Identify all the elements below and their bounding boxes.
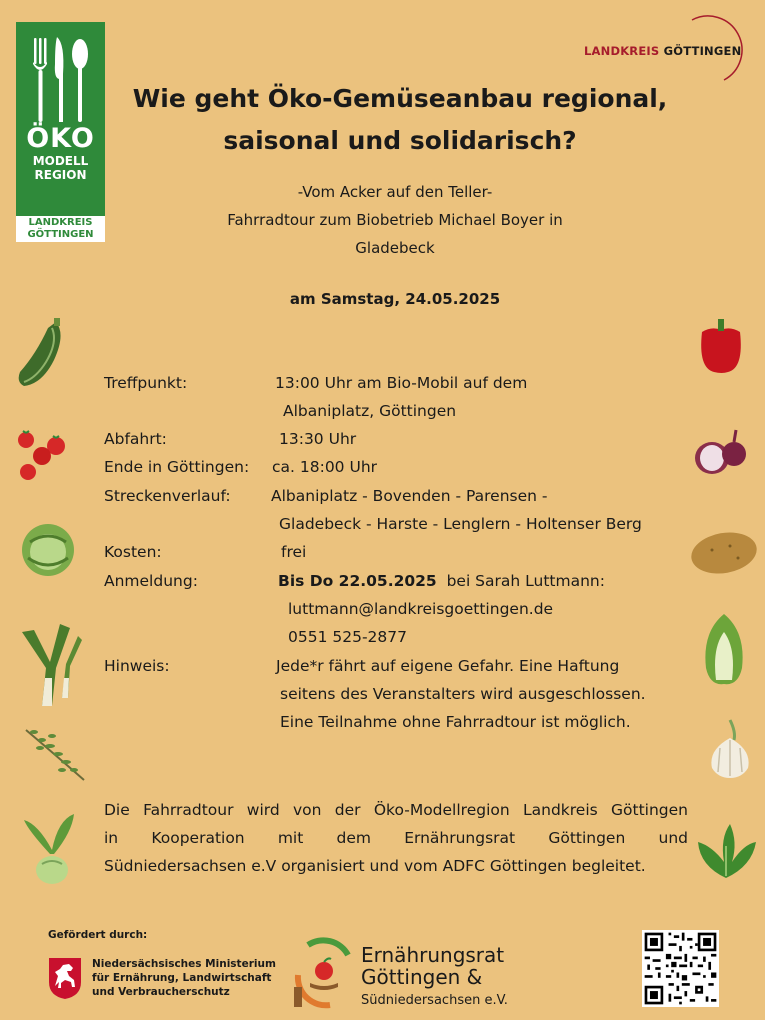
subtitle <box>120 178 670 262</box>
oeko-lk1: LANDKREIS <box>28 217 93 228</box>
anmeldung-label: Anmeldung: <box>104 572 198 590</box>
anmeldung-email[interactable]: luttmann@landkreisgoettingen.de <box>288 600 554 618</box>
ernaehrungsrat-name <box>361 944 504 988</box>
ministry-line2: für Ernährung, Landwirtschaft <box>92 972 272 984</box>
kosten-label: Kosten: <box>104 543 162 561</box>
zucchini-icon <box>12 316 68 390</box>
ende-label: Ende in Göttingen: <box>104 458 250 476</box>
ministry-line3: und Verbraucherschutz <box>92 986 230 998</box>
lower-saxony-horse-icon <box>47 956 83 1000</box>
er-line2: Göttingen & <box>361 965 483 989</box>
footer-paragraph <box>104 796 688 880</box>
abfahrt-value: 13:30 Uhr <box>279 430 357 448</box>
chinese-cabbage-icon <box>702 612 746 686</box>
ende-value: ca. 18:00 Uhr <box>272 458 378 476</box>
anmeldung-phone: 0551 525-2877 <box>288 628 407 646</box>
landkreis-part1: LANDKREIS <box>584 44 660 58</box>
landkreis-goettingen-logo <box>584 12 756 84</box>
hinweis-value-3: Eine Teilnahme ohne Fahrradtour ist möglich. <box>280 713 631 731</box>
leek-icon <box>12 618 84 710</box>
hinweis-value-1: Jede*r fährt auf eigene Gefahr. Eine Haftung <box>276 657 620 675</box>
subtitle-line3: Gladebeck <box>355 239 435 257</box>
hinweis-label: Hinweis: <box>104 657 170 675</box>
treffpunkt-label: Treffpunkt: <box>104 374 188 392</box>
title-line2: saisonal und solidarisch? <box>223 126 577 155</box>
er-line3: Südniedersachsen e.V. <box>361 993 508 1008</box>
strecke-value-1: Albaniplatz - Bovenden - Parensen - <box>271 487 548 505</box>
page-title <box>110 78 690 162</box>
oeko-line2: MODELL <box>32 154 89 168</box>
garlic-icon <box>706 716 754 780</box>
bell-pepper-icon <box>694 316 748 374</box>
anmeldung-contact: bei Sarah Luttmann: <box>446 572 605 590</box>
title-line1: Wie geht Öko-Gemüseanbau regional, <box>132 84 668 113</box>
subtitle-line1: -Vom Acker auf den Teller- <box>297 183 493 201</box>
landkreis-part2: GÖTTINGEN <box>663 44 742 58</box>
onion-icon <box>692 426 750 478</box>
qr-code-icon[interactable] <box>642 930 719 1007</box>
anmeldung-deadline: Bis Do 22.05.2025 <box>278 572 437 590</box>
er-line1: Ernährungsrat <box>361 943 505 967</box>
treffpunkt-value-1: 13:00 Uhr am Bio-Mobil auf dem <box>275 374 528 392</box>
footer-line1: Die Fahrradtour wird von der Öko-Modellregion Landkreis Göttingen <box>104 801 688 819</box>
kohlrabi-icon <box>20 810 82 886</box>
abfahrt-label: Abfahrt: <box>104 430 167 448</box>
subtitle-line2: Fahrradtour zum Biobetrieb Michael Boyer in <box>227 211 563 229</box>
ernaehrungsrat-logo-icon <box>290 935 356 1013</box>
lettuce-icon <box>694 822 758 882</box>
ministry-text <box>92 957 276 999</box>
strecke-label: Streckenverlauf: <box>104 487 231 505</box>
oeko-modellregion-logo <box>16 22 105 242</box>
treffpunkt-value-2: Albaniplatz, Göttingen <box>283 402 457 420</box>
strecke-value-2: Gladebeck - Harste - Lenglern - Holtenser Berg <box>279 515 642 533</box>
oeko-lk2: GÖTTINGEN <box>27 229 94 240</box>
tomatoes-icon <box>12 428 72 484</box>
herb-icon <box>22 722 88 786</box>
oeko-title: ÖKO <box>26 123 95 154</box>
event-date: am Samstag, 24.05.2025 <box>289 290 501 308</box>
oeko-landkreis <box>16 216 105 242</box>
kosten-value: frei <box>281 543 307 561</box>
cutlery-icon <box>26 34 96 129</box>
gefoerdert-label: Gefördert durch: <box>48 929 148 941</box>
oeko-line3: REGION <box>34 168 87 182</box>
potato-icon <box>690 530 758 576</box>
hinweis-value-2: seitens des Veranstalters wird ausgeschlossen. <box>280 685 646 703</box>
ministry-line1: Niedersächsisches Ministerium <box>92 958 276 970</box>
footer-line2: in Kooperation mit dem Ernährungsrat Göttingen und <box>104 829 688 847</box>
cabbage-icon <box>20 522 76 578</box>
footer-line3: Südniedersachsen e.V organisiert und vom ADFC Göttingen begleitet. <box>104 857 646 875</box>
